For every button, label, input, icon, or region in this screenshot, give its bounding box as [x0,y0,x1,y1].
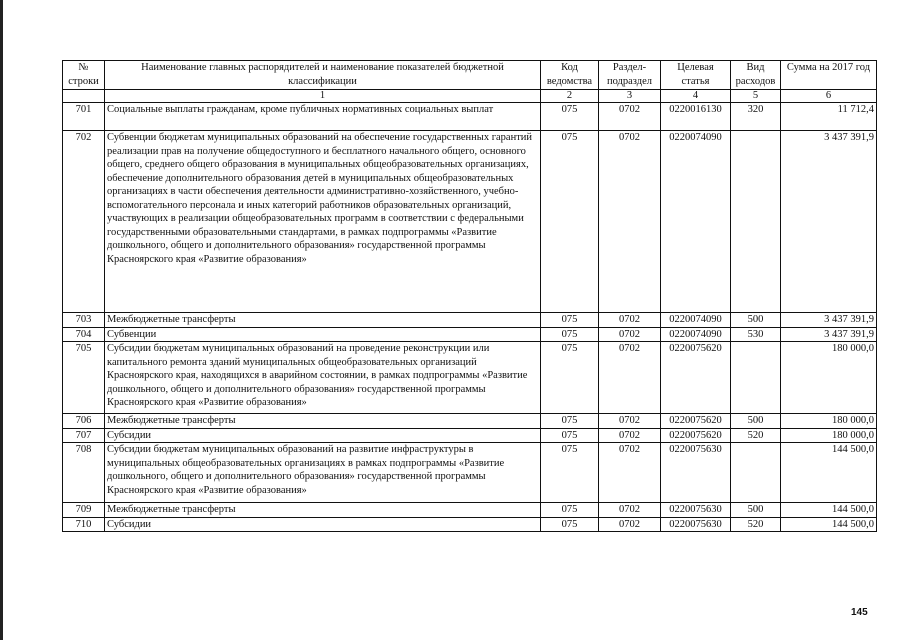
row-type: 520 [731,517,781,532]
header-sum: Сумма на 2017 год [781,61,877,90]
header-expense-type: Вид расходов [731,61,781,90]
row-section: 0702 [599,131,661,313]
row-sum: 144 500,0 [781,443,877,503]
table-row [63,131,877,313]
row-type: 530 [731,327,781,342]
row-no: 705 [63,342,105,414]
row-no: 703 [63,313,105,328]
row-dept: 075 [541,131,599,313]
row-no: 701 [63,103,105,131]
row-dept: 075 [541,428,599,443]
row-name: Субвенции бюджетам муниципальных образований на обеспечение государственных гарантий реализации прав на получение общедоступного и бесплатного начального общего, основного общего, среднего общего образования в муниципальных общеобразовательных организациях, обеспечение дополнительного образования детей в муниципальных общеобразовательных организациях в части обеспечения деятельности административно-хозяйственного, учебно-вспомогательного персонала и иных категорий работников образовательных организаций, участвующих в реализации общеобразовательных программ в соответствии с федеральными государственными образовательными стандартами, в рамках подпрограммы «Развитие дошкольного, общего и дополнительного образования» государственной программы Красноярского края «Развитие образования» [105,131,541,313]
row-section: 0702 [599,428,661,443]
row-name: Межбюджетные трансферты [105,414,541,429]
row-target: 0220074090 [661,131,731,313]
row-no: 710 [63,517,105,532]
row-name: Субвенции [105,327,541,342]
row-section: 0702 [599,103,661,131]
table-row [63,503,877,518]
header-target: Целевая статья [661,61,731,90]
row-target: 0220075630 [661,503,731,518]
row-section: 0702 [599,414,661,429]
row-no: 708 [63,443,105,503]
row-dept: 075 [541,503,599,518]
table-row [63,103,877,131]
row-sum: 180 000,0 [781,342,877,414]
row-name: Субсидии бюджетам муниципальных образований на проведение реконструкции или капитального ремонта зданий муниципальных общеобразовательных организаций Красноярского края, находящихся в аварийном состоянии, в рамках подпрограммы «Развитие дошкольного, общего и дополнительного образования» государственной программы Красноярского края «Развитие образования» [105,342,541,414]
row-target: 0220075630 [661,443,731,503]
row-no: 702 [63,131,105,313]
row-dept: 075 [541,443,599,503]
header-row-no: № строки [63,61,105,90]
header-section: Раздел-подраздел [599,61,661,90]
row-type: 500 [731,414,781,429]
row-name: Межбюджетные трансферты [105,313,541,328]
row-sum: 11 712,4 [781,103,877,131]
row-dept: 075 [541,313,599,328]
row-sum: 144 500,0 [781,503,877,518]
table-row [63,428,877,443]
table-row [63,443,877,503]
row-name: Социальные выплаты гражданам, кроме публичных нормативных социальных выплат [105,103,541,131]
header-dept-code: Код ведомства [541,61,599,90]
row-type [731,342,781,414]
row-sum: 3 437 391,9 [781,327,877,342]
row-section: 0702 [599,342,661,414]
page-number: 145 [851,607,868,618]
row-type [731,443,781,503]
row-type: 500 [731,503,781,518]
row-type: 320 [731,103,781,131]
row-target: 0220075620 [661,342,731,414]
row-dept: 075 [541,327,599,342]
row-sum: 180 000,0 [781,428,877,443]
row-sum: 3 437 391,9 [781,131,877,313]
budget-table [62,60,877,532]
row-target: 0220075620 [661,428,731,443]
row-target: 0220075620 [661,414,731,429]
row-no: 709 [63,503,105,518]
row-name: Субсидии бюджетам муниципальных образований на развитие инфраструктуры в муниципальных общеобразовательных организациях в рамках подпрограммы «Развитие дошкольного, общего и дополнительного образования» государственной программы Красноярского края «Развитие образования» [105,443,541,503]
row-section: 0702 [599,517,661,532]
row-target: 0220016130 [661,103,731,131]
scan-edge [0,0,3,640]
row-sum: 144 500,0 [781,517,877,532]
row-no: 706 [63,414,105,429]
table-row [63,313,877,328]
row-no: 707 [63,428,105,443]
row-no: 704 [63,327,105,342]
column-number: 6 [781,90,877,103]
row-name: Субсидии [105,517,541,532]
row-dept: 075 [541,517,599,532]
row-dept: 075 [541,342,599,414]
row-type: 500 [731,313,781,328]
column-number: 3 [599,90,661,103]
column-number: 4 [661,90,731,103]
row-sum: 180 000,0 [781,414,877,429]
row-type: 520 [731,428,781,443]
row-section: 0702 [599,443,661,503]
row-section: 0702 [599,503,661,518]
row-name: Межбюджетные трансферты [105,503,541,518]
table-row [63,327,877,342]
row-target: 0220075630 [661,517,731,532]
table-row [63,517,877,532]
header-name: Наименование главных распорядителей и наименование показателей бюджетной классификации [105,61,541,90]
row-sum: 3 437 391,9 [781,313,877,328]
row-target: 0220074090 [661,313,731,328]
column-number: 1 [105,90,541,103]
column-number-blank [63,90,105,103]
column-number: 2 [541,90,599,103]
row-section: 0702 [599,313,661,328]
row-dept: 075 [541,414,599,429]
row-type [731,131,781,313]
column-number: 5 [731,90,781,103]
row-target: 0220074090 [661,327,731,342]
table-row [63,414,877,429]
row-dept: 075 [541,103,599,131]
header-row [63,61,877,90]
table-row [63,342,877,414]
row-name: Субсидии [105,428,541,443]
row-section: 0702 [599,327,661,342]
column-number-row [63,90,877,103]
